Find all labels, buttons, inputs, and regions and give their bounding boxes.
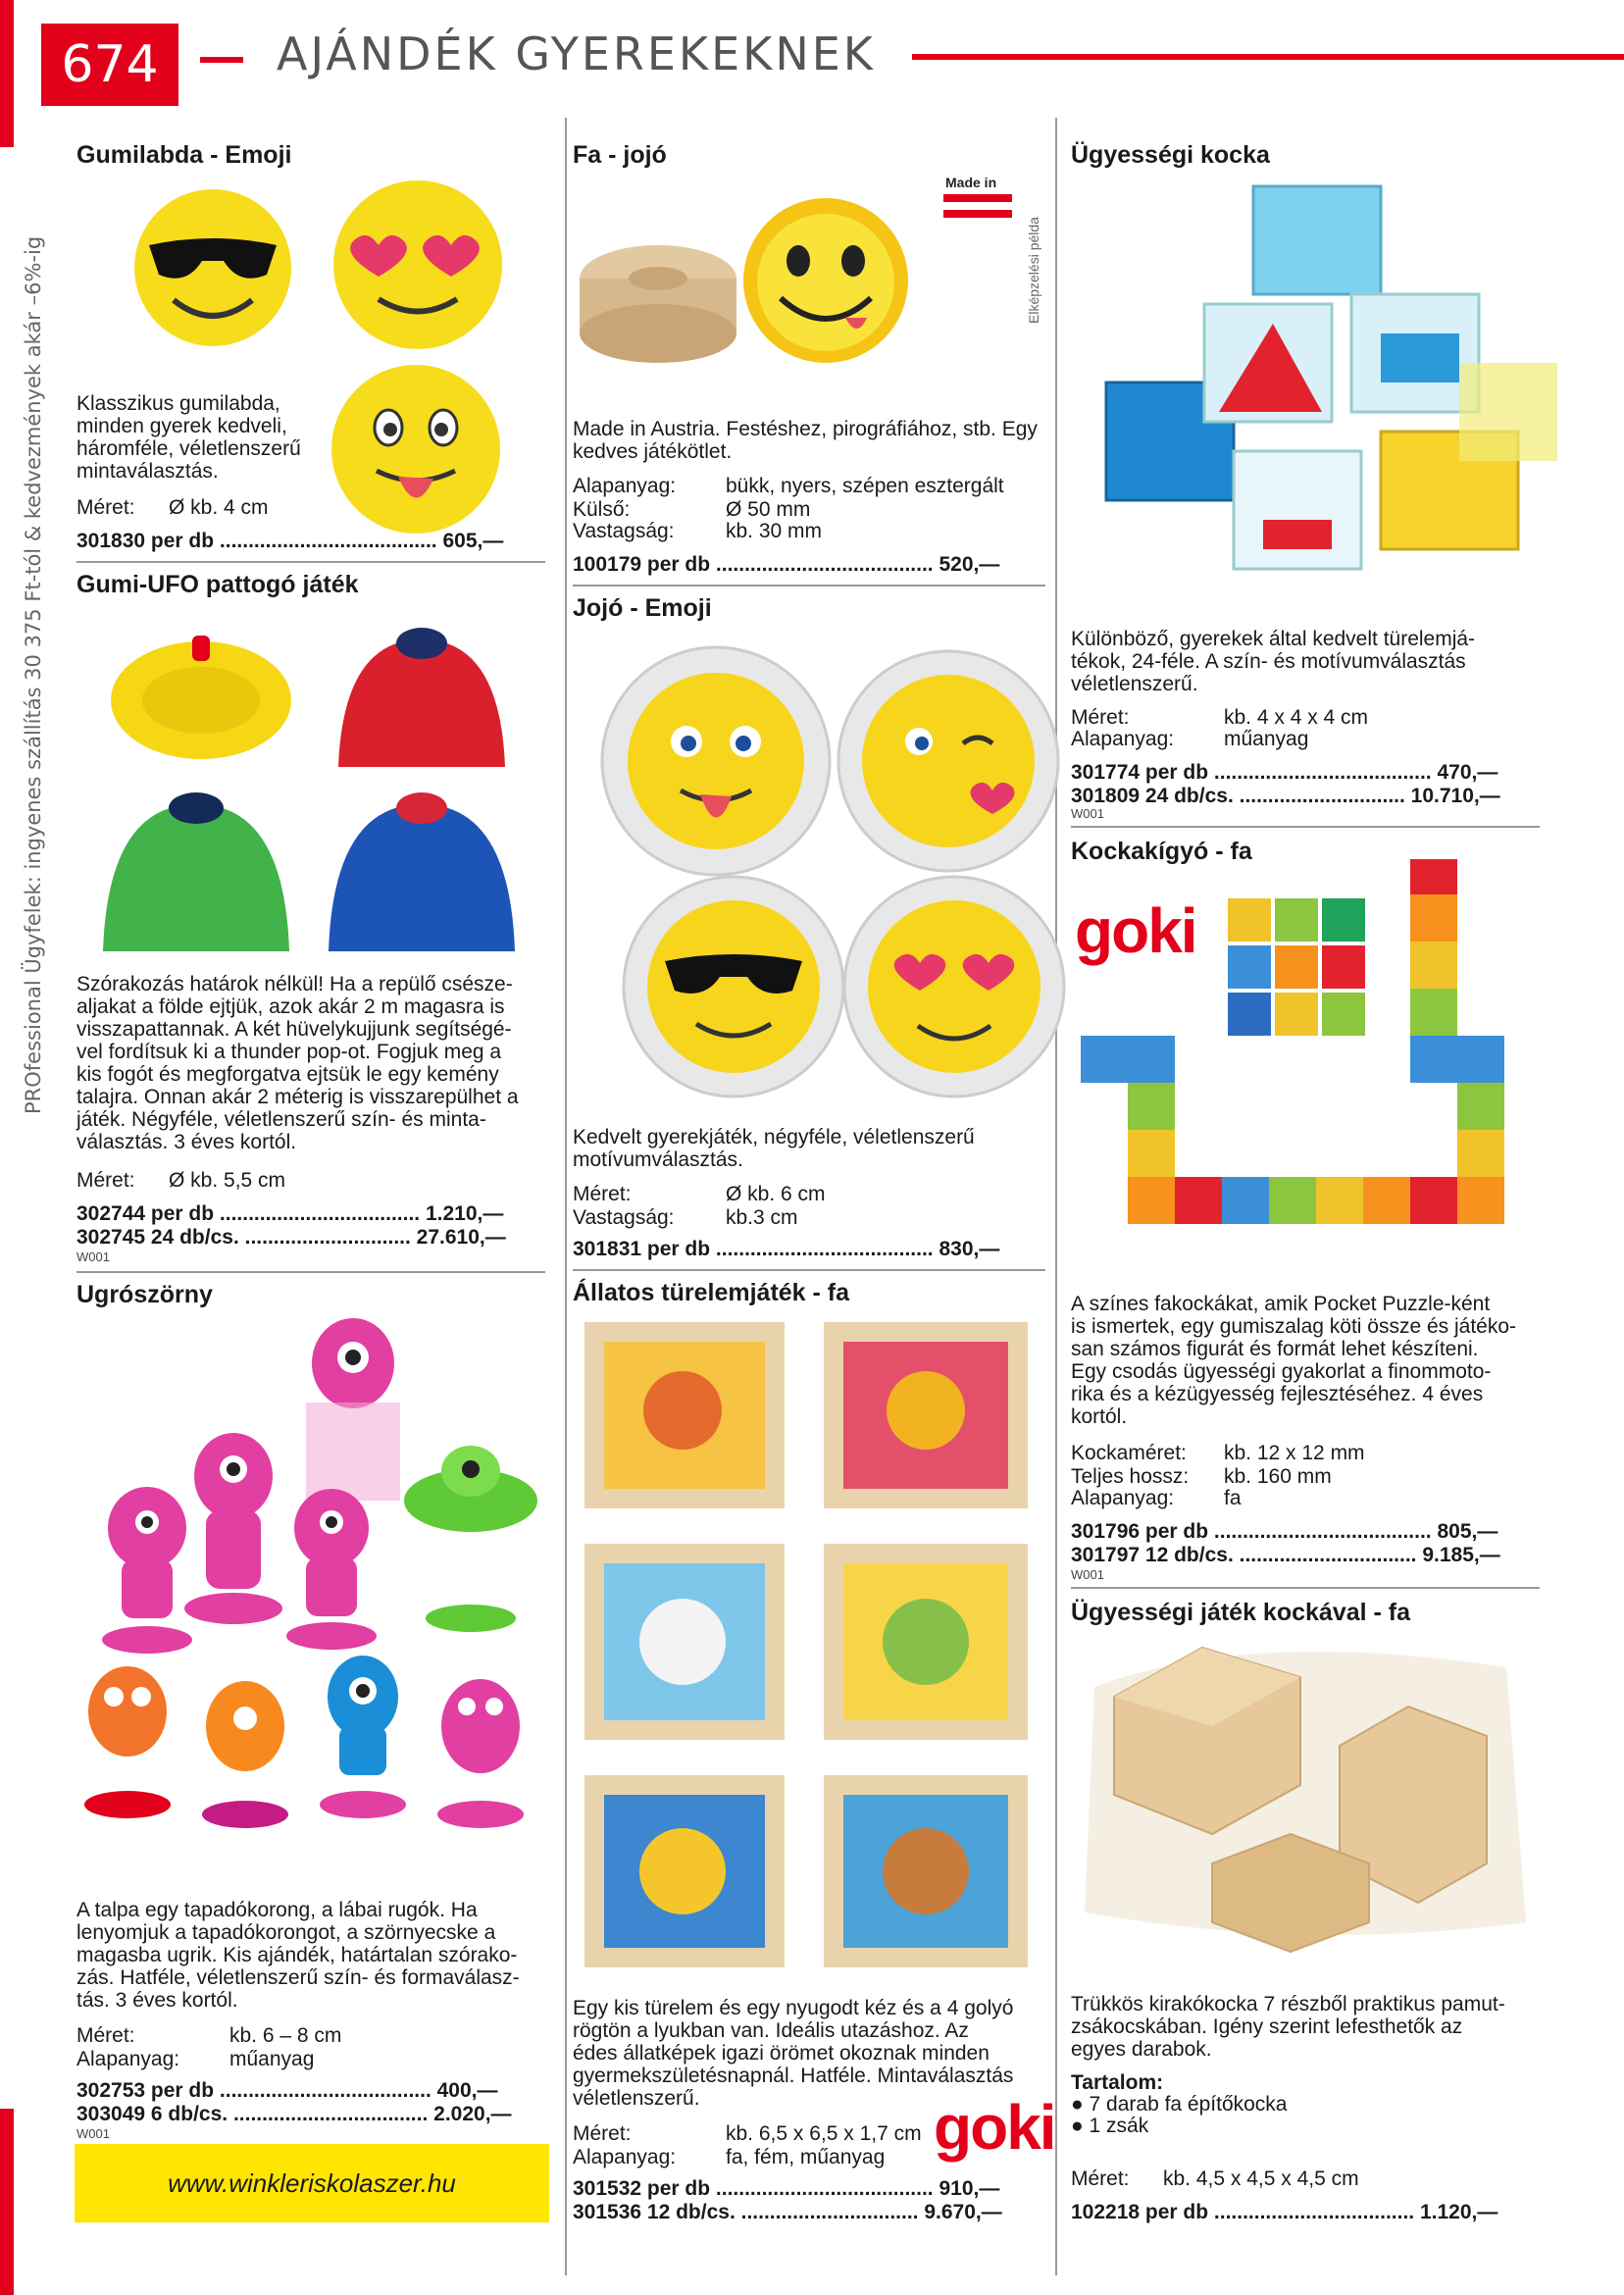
spec-key: Méret: [1071,706,1130,729]
spec-row [573,2122,922,2145]
spec-key: Méret: [76,1169,135,1192]
spec-row [573,1206,798,1229]
spec-key: Alapanyag: [573,2146,677,2168]
spec-row [76,2024,341,2047]
red-bottom-bar [0,2109,14,2295]
spec-row [1071,2168,1359,2190]
spec-key: Külső: [573,498,631,521]
page-title: AJÁNDÉK GYEREKEKNEK [277,27,876,80]
spec-row [1071,706,1368,729]
supplier-code: W001 [1071,1567,1104,1582]
desc-line: Egy csodás ügyességi gyakorlat a finommoto- [1071,1360,1492,1383]
emoji-yoyo-image [737,192,914,379]
spec-key: Vastagság: [573,520,675,542]
desc-line: mintaválasztás. [76,460,219,483]
section-rule [573,585,1045,586]
product-description [1071,1293,1516,1428]
product-description [1071,628,1475,695]
price-row: 301809 24 db/cs. ............................. 10.710,— [1071,785,1500,807]
desc-line: véletlenszerű. [573,2087,700,2110]
spec-key: Alapanyag: [1071,1487,1175,1509]
emoji-yoyo-sunglasses-image [616,869,851,1104]
product-title: Gumilabda - Emoji [76,141,292,169]
desc-line: visszapattannak. A két hüvelykujjunk segítségé- [76,1018,512,1041]
emoji-yoyo-tongue-image [598,643,834,879]
goki-logo: goki [934,2092,1055,2163]
product-title: Fa - jojó [573,141,667,169]
spec-value: műanyag [1224,728,1309,750]
price-row: 301532 per db ...................................... 910,— [573,2177,1000,2200]
price-row: 100179 per db ...................................... 520,— [573,553,1000,576]
title-rule [912,54,1624,60]
spec-value: kb. 4,5 x 4,5 x 4,5 cm [1163,2168,1359,2190]
desc-line: Kedvelt gyerekjáték, négyféle, véletlenszerű [573,1126,975,1148]
website-link[interactable]: www.winkleriskolaszer.hu [168,2168,456,2198]
ufo-green-image [98,785,294,961]
product-description [1071,1993,1505,2061]
emoji-ball-heart-eyes-image [330,177,506,353]
spec-value: kb. 4 x 4 x 4 cm [1224,706,1369,729]
desc-line: Made in Austria. Festéshez, pirográfiához, stb. Egy [573,418,1038,440]
desc-line: egyes darabok. [1071,2038,1212,2061]
price-row: 301797 12 db/cs. ............................... 9.185,— [1071,1544,1500,1566]
desc-line: vel fordítsuk ki a thunder pop-ot. Fogjuk meg a [76,1041,502,1063]
column-divider-2 [1055,118,1057,2275]
spec-value: Ø kb. 5,5 cm [169,1169,286,1192]
desc-line: zsákocskában. Igény szerint lefesthetők az [1071,2015,1463,2038]
product-title: Kockakígyó - fa [1071,838,1252,865]
desc-line: Trükkös kirakókocka 7 részből praktikus pamut- [1071,1993,1505,2015]
red-edge-bar [0,0,14,147]
product-title: Ügyességi játék kockával - fa [1071,1599,1411,1626]
animal-puzzle-frames-image [584,1322,1045,1930]
wooden-cube-puzzle-image [1075,1628,1536,1962]
page-number: 674 [41,24,178,106]
goki-logo: goki [1075,895,1196,966]
product-title: Állatos türelemjáték - fa [573,1279,850,1306]
spec-row [573,520,822,542]
photo-note: Elképzelési példa [1026,217,1041,324]
emoji-yoyo-kiss-image [836,643,1061,879]
price-row: 102218 per db ................................... 1.120,— [1071,2201,1498,2223]
price-row: 302753 per db ..................................... 400,— [76,2079,498,2102]
spec-row [573,498,810,521]
spec-key: Méret: [1071,2168,1130,2190]
product-description [76,392,301,483]
emoji-ball-sunglasses-image [129,184,296,351]
wooden-yoyo-image [575,239,741,367]
spec-row [573,2146,885,2168]
website-banner[interactable] [75,2144,549,2222]
desc-line: Egy kis türelem és egy nyugodt kéz és a 4 golyó [573,1997,1014,2019]
desc-line: zás. Hatféle, véletlenszerű szín- és formaválasz- [76,1966,520,1989]
spec-value: kb. 6,5 x 6,5 x 1,7 cm [726,2122,922,2145]
product-description [76,1899,520,2012]
desc-line: rögtön a lyukban van. Ideális utazáshoz. Az [573,2019,969,2042]
spec-value: kb. 160 mm [1224,1465,1332,1488]
spec-key: Alapanyag: [1071,728,1175,750]
content-title: Tartalom: [1071,2071,1164,2094]
desc-line: talajra. Onnan akár 2 méterig is visszarepülhet a [76,1086,519,1108]
spec-row [1071,1442,1365,1464]
spec-value: kb. 12 x 12 mm [1224,1442,1365,1464]
product-description [76,973,519,1153]
desc-line: A talpa egy tapadókorong, a lábai rugók. Ha [76,1899,478,1921]
product-title: Gumi-UFO pattogó játék [76,571,359,598]
product-description [573,418,1038,463]
desc-line: minden gyerek kedveli, [76,415,287,437]
supplier-code: W001 [1071,806,1104,821]
desc-line: rika és a kézügyesség fejlesztéséhez. 4 éves [1071,1383,1484,1405]
column-divider-1 [565,118,567,2275]
spec-row [76,1169,285,1192]
spec-key: Méret: [573,2122,632,2145]
section-rule [76,561,545,563]
spec-row [1071,1465,1332,1488]
desc-line: is ismertek, egy gumiszalag köti össze és játéko- [1071,1315,1517,1338]
spec-value: Ø kb. 4 cm [169,496,269,519]
supplier-code: W001 [76,2126,110,2141]
spec-key: Méret: [76,2024,135,2047]
emoji-ball-tongue-image [328,361,504,537]
wooden-cube-snake-image [1075,859,1546,1271]
made-in-label: Made in [945,175,997,190]
desc-line: Különböző, gyerekek által kedvelt türelemjá- [1071,628,1476,650]
product-title: Jojó - Emoji [573,594,712,622]
side-promo-text: PROfessional Ügyfelek: ingyenes szállítás 30 375 Ft-tól & kedvezmények akár –6%-ig [22,235,45,1114]
section-rule [1071,1587,1540,1589]
product-title: Ügyességi kocka [1071,141,1270,169]
desc-line: aljakat a földe ejtjük, azok akár 2 m magasra is [76,995,505,1018]
spec-row [1071,1487,1242,1509]
desc-line: motívumválasztás. [573,1148,743,1171]
desc-line: kis fogót és megforgatva ejtsük le egy kemény [76,1063,499,1086]
price-row: 302745 24 db/cs. ............................. 27.610,— [76,1226,506,1249]
spec-value: kb.3 cm [726,1206,798,1229]
spec-value: bükk, nyers, szépen esztergált [726,475,1004,497]
price-row: 301774 per db ...................................... 470,— [1071,761,1498,784]
desc-line: édes állatképek igazi örömet okoznak minden [573,2042,990,2065]
spec-value: Ø 50 mm [726,498,811,521]
spec-key: Vastagság: [573,1206,675,1229]
desc-line: san számos figurát és formát lehet készíteni. [1071,1338,1479,1360]
price-row: 301831 per db ...................................... 830,— [573,1238,1000,1260]
desc-line: gyermekszületésnapnál. Hatféle. Mintaválasztás [573,2065,1014,2087]
desc-line: választás. 3 éves kortól. [76,1131,297,1153]
price-row: 303049 6 db/cs. .................................. 2.020,— [76,2103,512,2125]
product-title: Ugrószörny [76,1281,213,1308]
desc-line: háromféle, véletlenszerű [76,437,301,460]
content-item: ● 1 zsák [1071,2115,1149,2137]
price-row: 301830 per db ...................................... 605,— [76,530,504,552]
spec-value: Ø kb. 6 cm [726,1183,826,1205]
spec-key: Alapanyag: [573,475,677,497]
content-item: ● 7 darab fa építőkocka [1071,2093,1288,2116]
title-dash [200,57,243,63]
desc-line: tás. 3 éves kortól. [76,1989,238,2012]
desc-line: kortól. [1071,1405,1128,1428]
spec-value: kb. 30 mm [726,520,823,542]
ufo-yellow-image [108,630,294,767]
desc-line: véletlenszerű. [1071,673,1198,695]
desc-line: lenyomjuk a tapadókorongot, a szörnyecske a [76,1921,496,1944]
desc-line: magasba ugrik. Kis ajándék, határtalan szórako- [76,1944,518,1966]
desc-line: A színes fakockákat, amik Pocket Puzzle-ként [1071,1293,1491,1315]
jumping-monsters-image [78,1295,569,1844]
spec-key: Méret: [573,1183,632,1205]
desc-line: Klasszikus gumilabda, [76,392,280,415]
spec-row [573,475,1004,497]
spec-key: Teljes hossz: [1071,1465,1190,1488]
spec-value: fa, fém, műanyag [726,2146,886,2168]
supplier-code: W001 [76,1250,110,1264]
spec-row [76,496,269,519]
ufo-blue-image [324,785,520,961]
spec-key: Alapanyag: [76,2048,180,2070]
spec-key: Méret: [76,496,135,519]
price-row: 301536 12 db/cs. ............................... 9.670,— [573,2201,1002,2223]
spec-key: Kockaméret: [1071,1442,1187,1464]
spec-row [573,1183,826,1205]
section-rule [76,1271,545,1273]
spec-value: műanyag [229,2048,315,2070]
section-rule [573,1269,1045,1271]
section-rule [1071,826,1540,828]
desc-line: kedves játékötlet. [573,440,733,463]
spec-row [76,2048,314,2070]
price-row: 302744 per db ................................... 1.210,— [76,1202,504,1225]
price-row: 301796 per db ...................................... 805,— [1071,1520,1498,1543]
spec-row [1071,728,1308,750]
spec-value: fa [1224,1487,1242,1509]
desc-line: tékok, 24-féle. A szín- és motívumválasztás [1071,650,1466,673]
spec-value: kb. 6 – 8 cm [229,2024,342,2047]
desc-line: Szórakozás határok nélkül! Ha a repülő csésze- [76,973,513,995]
product-description [573,1126,975,1171]
emoji-yoyo-heart-eyes-image [841,869,1067,1104]
puzzle-cubes-image [1087,186,1567,579]
desc-line: játék. Négyféle, véletlenszerű szín- és minta- [76,1108,486,1131]
ufo-red-image [333,620,510,777]
